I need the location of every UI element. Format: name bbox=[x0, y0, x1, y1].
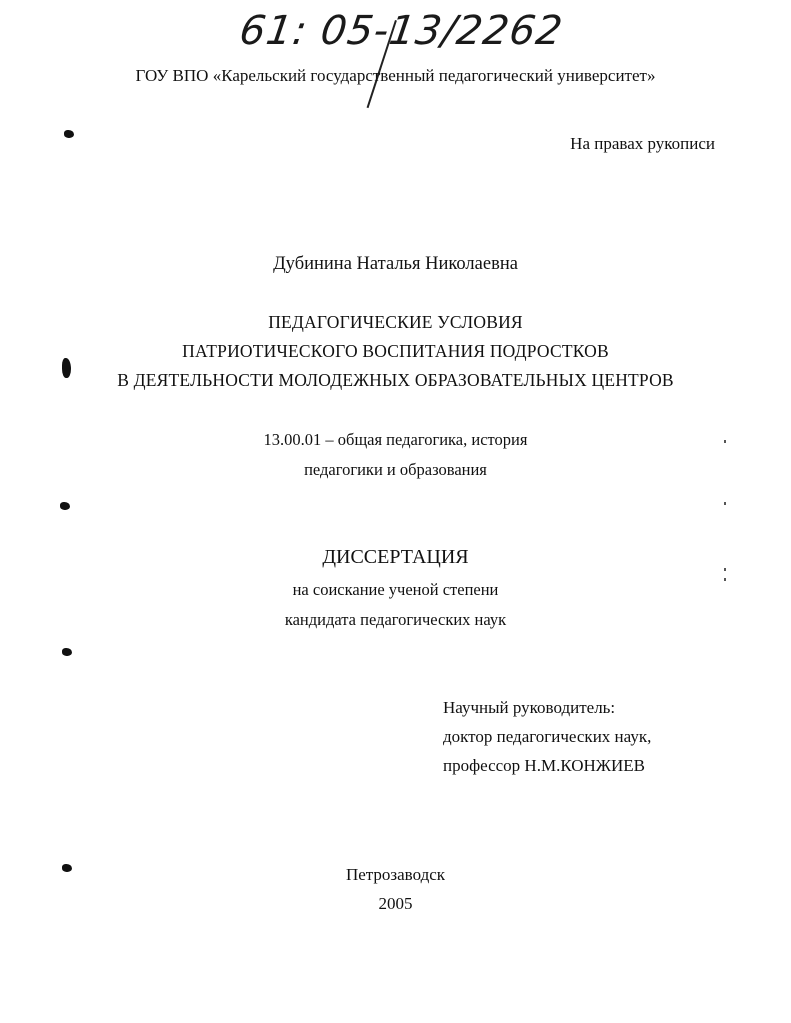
binding-hole-mark bbox=[62, 648, 72, 656]
author-name: Дубинина Наталья Николаевна bbox=[273, 254, 518, 274]
scan-speck bbox=[724, 578, 726, 581]
scan-speck bbox=[724, 502, 726, 505]
binding-hole-mark bbox=[60, 502, 70, 510]
binding-hole-mark bbox=[62, 864, 72, 872]
degree-line-2: кандидата педагогических наук bbox=[284, 610, 507, 629]
scan-speck bbox=[724, 568, 726, 571]
title-line-1: ПЕДАГОГИЧЕСКИЕ УСЛОВИЯ bbox=[268, 312, 523, 332]
handwritten-archive-code: 61: 05-13/2262 bbox=[236, 8, 566, 54]
organization-name: ГОУ ВПО «Карельский государственный педагогический университет» bbox=[135, 66, 656, 85]
specialty-line-1: 13.00.01 – общая педагогика, история bbox=[263, 430, 528, 449]
manuscript-rights-note: На правах рукописи bbox=[570, 134, 715, 153]
title-line-2: ПАТРИОТИЧЕСКОГО ВОСПИТАНИЯ ПОДРОСТКОВ bbox=[182, 341, 609, 361]
title-line-3: В ДЕЯТЕЛЬНОСТИ МОЛОДЕЖНЫХ ОБРАЗОВАТЕЛЬНЫХ ЦЕНТРОВ bbox=[117, 370, 674, 390]
supervisor-label: Научный руководитель: bbox=[443, 698, 616, 717]
city: Петрозаводск bbox=[345, 865, 446, 884]
scan-speck bbox=[724, 440, 726, 443]
supervisor-name: профессор Н.М.КОНЖИЕВ bbox=[443, 756, 646, 775]
specialty-line-2: педагогики и образования bbox=[304, 460, 487, 479]
degree-line-1: на соискание ученой степени bbox=[292, 580, 499, 599]
binding-hole-mark bbox=[62, 358, 71, 378]
document-type-heading: ДИССЕРТАЦИЯ bbox=[322, 546, 469, 568]
year: 2005 bbox=[378, 894, 413, 913]
supervisor-degree: доктор педагогических наук, bbox=[443, 727, 652, 746]
binding-hole-mark bbox=[64, 130, 74, 138]
